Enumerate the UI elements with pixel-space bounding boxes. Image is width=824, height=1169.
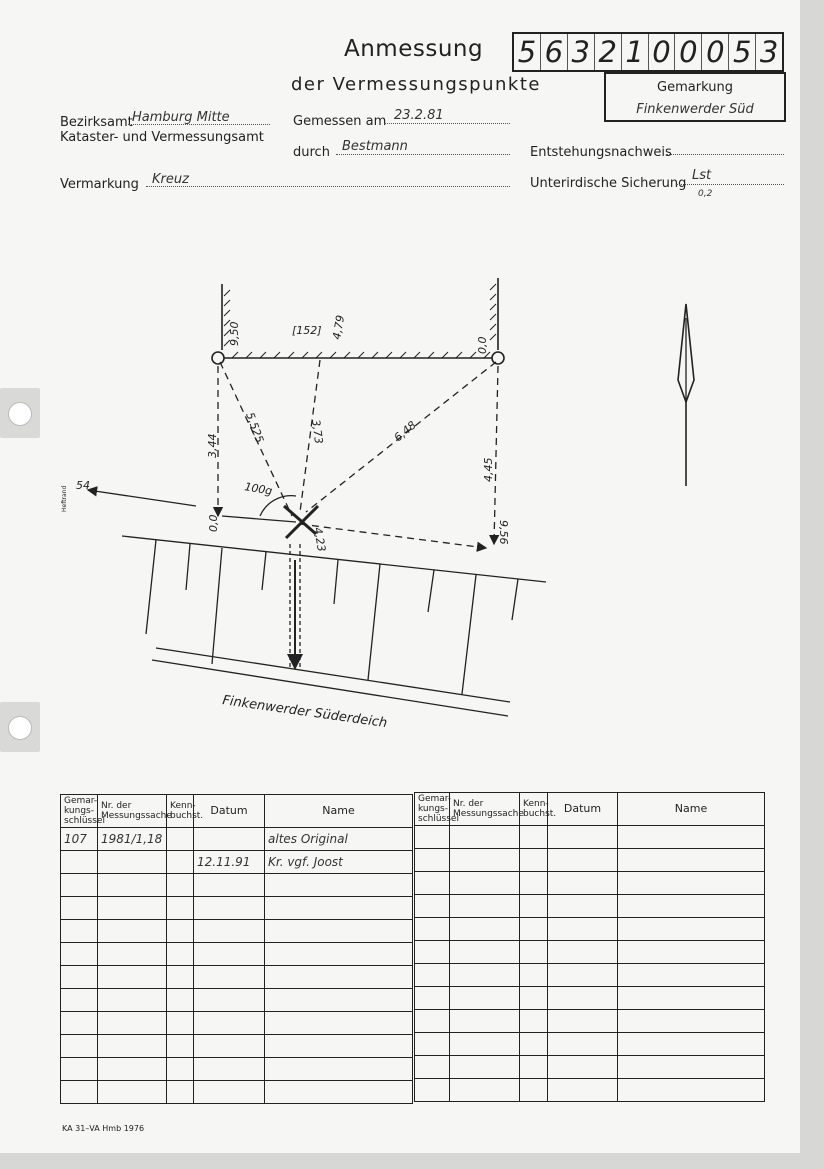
label-648: 6,48: [391, 418, 419, 445]
table-cell: [450, 872, 520, 895]
table-row: [61, 920, 413, 943]
table-row: [415, 964, 765, 987]
table-cell: [548, 872, 618, 895]
table-cell: [618, 987, 765, 1010]
table-cell: [520, 964, 548, 987]
table-cell: [415, 941, 450, 964]
table-row: [61, 1081, 413, 1104]
table-cell: [618, 1079, 765, 1102]
table-cell: [548, 941, 618, 964]
table-cell: [265, 1035, 413, 1058]
table-cell: [98, 851, 167, 874]
gemarkung-value: Finkenwerder Süd: [636, 102, 754, 117]
table-cell: [520, 872, 548, 895]
number-digit: 5: [514, 34, 541, 70]
table-row: [415, 1056, 765, 1079]
table-cell: [167, 1058, 194, 1081]
table-cell: [167, 1081, 194, 1104]
table-cell: [520, 987, 548, 1010]
table-cell: [167, 1012, 194, 1035]
table-cell: [61, 851, 98, 874]
measure-line-445: [494, 366, 498, 544]
column-header: Gemar- kungs- schlüssel: [415, 793, 450, 826]
sicherung-label: Unterirdische Sicherung: [530, 176, 687, 191]
table-cell: [194, 874, 265, 897]
heftrand-label: Heftrand: [61, 485, 68, 512]
table-cell: [265, 897, 413, 920]
table-cell: [265, 1012, 413, 1035]
column-header: Nr. der Messungssache: [98, 795, 167, 828]
column-header: Gemar- kungs- schlüssel: [61, 795, 98, 828]
table-row: [415, 895, 765, 918]
label-00-left: 0,0: [207, 514, 220, 532]
cross-mark-a: [284, 506, 316, 534]
label-373: 3,73: [309, 418, 326, 445]
gemarkung-label: Gemarkung: [657, 80, 733, 95]
table-cell: [520, 895, 548, 918]
table-cell: [265, 989, 413, 1012]
column-header: Name: [618, 793, 765, 826]
label-950: 9,50: [228, 321, 241, 346]
table-cell: [618, 1010, 765, 1033]
table-row: [61, 897, 413, 920]
sicherung-value: Lst: [692, 168, 712, 183]
table-cell: [450, 826, 520, 849]
table-cell: [167, 828, 194, 851]
table-cell: [520, 918, 548, 941]
table-cell: [618, 1033, 765, 1056]
table-cell: [98, 874, 167, 897]
label-344: 3,44: [206, 433, 219, 458]
register-table-right: [414, 792, 765, 1102]
table-cell: [61, 1012, 98, 1035]
table-cell: [548, 987, 618, 1010]
table-row: [415, 918, 765, 941]
table-cell: [167, 1035, 194, 1058]
vermarkung-label: Vermarkung: [60, 177, 139, 192]
table-cell: [415, 849, 450, 872]
form-code: KA 31–VA Hmb 1976: [62, 1124, 145, 1133]
table-cell: [548, 1010, 618, 1033]
table-row: [415, 872, 765, 895]
table-cell: [618, 918, 765, 941]
table-cell: [61, 874, 98, 897]
page-title: Anmessung: [344, 36, 484, 62]
table-cell: [194, 897, 265, 920]
table-cell: [61, 920, 98, 943]
number-digit: 3: [759, 35, 779, 69]
table-cell: [548, 1056, 618, 1079]
column-header: Nr. der Messungssache: [450, 793, 520, 826]
table-cell: [61, 989, 98, 1012]
table-cell: [450, 849, 520, 872]
table-row: [415, 1010, 765, 1033]
table-cell: [98, 897, 167, 920]
table-cell: [98, 943, 167, 966]
table-cell: [194, 966, 265, 989]
table-cell: [265, 1081, 413, 1104]
label-100g: 100g: [243, 480, 274, 498]
table-cell: [194, 1081, 265, 1104]
table-cell: [415, 964, 450, 987]
table-cell: [98, 1081, 167, 1104]
table-cell: [265, 966, 413, 989]
column-header: Kenn- buchst.: [167, 795, 194, 828]
table-cell: [265, 1058, 413, 1081]
table-cell: 12.11.91: [194, 851, 265, 874]
vermarkung-value: Kreuz: [152, 172, 189, 187]
table-cell: [61, 1081, 98, 1104]
column-header: Datum: [194, 795, 265, 828]
label-00-top: 0,0: [476, 336, 489, 354]
table-cell: [167, 920, 194, 943]
table-cell: [450, 1010, 520, 1033]
table-cell: [194, 1012, 265, 1035]
sicherung-sub: 0,2: [698, 189, 713, 199]
street-name: Finkenwerder Süderdeich: [221, 693, 389, 732]
table-row: [61, 943, 413, 966]
table-cell: [194, 943, 265, 966]
table-cell: [415, 1056, 450, 1079]
label-54: 54: [76, 479, 90, 492]
number-digit: 0: [702, 34, 729, 70]
table-cell: [618, 941, 765, 964]
table-cell: [618, 964, 765, 987]
table-cell: [167, 851, 194, 874]
durch-label: durch: [293, 145, 330, 160]
table-cell: [98, 1035, 167, 1058]
table-cell: [450, 895, 520, 918]
table-cell: [520, 826, 548, 849]
table-cell: [61, 1035, 98, 1058]
table-cell: [415, 1010, 450, 1033]
table-row: [415, 849, 765, 872]
number-digit: 3: [568, 34, 595, 70]
number-digit: 0: [649, 34, 676, 70]
label-956: 9,56: [497, 520, 510, 545]
table-cell: [61, 897, 98, 920]
table-cell: [167, 966, 194, 989]
table-cell: [194, 1058, 265, 1081]
table-cell: [167, 897, 194, 920]
table-cell: [194, 828, 265, 851]
table-cell: [520, 849, 548, 872]
table-cell: [167, 989, 194, 1012]
table-cell: [450, 1079, 520, 1102]
table-row: [415, 1033, 765, 1056]
table-row: [415, 1079, 765, 1102]
label-5525: 5,525: [243, 410, 267, 445]
table-cell: [61, 1058, 98, 1081]
table-cell: [265, 874, 413, 897]
table-cell: [520, 1079, 548, 1102]
table-cell: [194, 989, 265, 1012]
bezirksamt-value: Hamburg Mitte: [132, 110, 230, 125]
table-cell: [167, 874, 194, 897]
label-152: [152]: [292, 324, 322, 337]
table-cell: [265, 943, 413, 966]
table-cell: [415, 1033, 450, 1056]
table-cell: [415, 987, 450, 1010]
table-cell: [98, 966, 167, 989]
table-cell: 1981/1,18: [98, 828, 167, 851]
table-row: [415, 941, 765, 964]
table-cell: altes Original: [265, 828, 413, 851]
table-cell: [548, 1033, 618, 1056]
table-cell: Kr. vgf. Joost: [265, 851, 413, 874]
table-cell: [548, 895, 618, 918]
table-cell: [618, 826, 765, 849]
street-front-line: [122, 536, 546, 582]
table-cell: [98, 1012, 167, 1035]
number-digit: 0: [675, 34, 702, 70]
column-header: Kenn- buchst.: [520, 793, 548, 826]
durch-value: Bestmann: [342, 139, 408, 154]
table-cell: [618, 849, 765, 872]
table-cell: [415, 895, 450, 918]
table-cell: [194, 1035, 265, 1058]
table-cell: [548, 1079, 618, 1102]
table-cell: [61, 966, 98, 989]
table-cell: [415, 826, 450, 849]
table-cell: [265, 920, 413, 943]
table-cell: [520, 1033, 548, 1056]
table-cell: [520, 1056, 548, 1079]
table-row: [61, 989, 413, 1012]
number-digit: 5: [729, 34, 756, 70]
table-cell: [450, 941, 520, 964]
corner-point-right: [492, 352, 504, 364]
table-row: [61, 1035, 413, 1058]
table-cell: [415, 1079, 450, 1102]
gemessen-label: Gemessen am: [293, 114, 387, 129]
table-cell: [450, 918, 520, 941]
table-cell: [450, 987, 520, 1010]
amt-label: Kataster- und Vermessungsamt: [60, 130, 264, 145]
table-cell: [548, 826, 618, 849]
number-digit: 6: [541, 34, 568, 70]
table-cell: [450, 1056, 520, 1079]
label-423: 4,23: [311, 526, 329, 553]
table-cell: [98, 1058, 167, 1081]
table-cell: [167, 943, 194, 966]
table-row: [61, 1058, 413, 1081]
table-row: [415, 826, 765, 849]
bezirksamt-label: Bezirksamt: [60, 115, 133, 130]
label-445: 4,45: [482, 457, 495, 482]
table-cell: [618, 895, 765, 918]
table-cell: [415, 872, 450, 895]
table-cell: [415, 918, 450, 941]
column-header: Name: [265, 795, 413, 828]
table-row: [61, 828, 413, 851]
base-line-left: [222, 516, 296, 522]
table-cell: [618, 1056, 765, 1079]
table-cell: [520, 1010, 548, 1033]
table-cell: [450, 1033, 520, 1056]
column-header: Datum: [548, 793, 618, 826]
table-cell: [61, 943, 98, 966]
number-digit: 1: [622, 34, 649, 70]
corner-point-left: [212, 352, 224, 364]
table-row: [61, 966, 413, 989]
number-digit: 2: [595, 34, 622, 70]
table-row: [61, 1012, 413, 1035]
label-479: 4,79: [330, 314, 348, 341]
table-row: [415, 987, 765, 1010]
direction-line-54: [88, 490, 196, 506]
table-row: [61, 874, 413, 897]
street-line-1: [156, 648, 510, 702]
table-cell: [520, 941, 548, 964]
table-cell: [98, 920, 167, 943]
table-row: [61, 851, 413, 874]
table-cell: [194, 920, 265, 943]
table-cell: [548, 918, 618, 941]
table-cell: 107: [61, 828, 98, 851]
page-subtitle: der Vermessungspunkte: [291, 74, 541, 95]
table-cell: [450, 964, 520, 987]
gemessen-value: 23.2.81: [394, 108, 444, 123]
entstehung-label: Entstehungsnachweis: [530, 145, 672, 160]
register-table-left: [60, 794, 413, 1104]
table-cell: [618, 872, 765, 895]
table-cell: [98, 989, 167, 1012]
table-cell: [548, 849, 618, 872]
table-cell: [548, 964, 618, 987]
